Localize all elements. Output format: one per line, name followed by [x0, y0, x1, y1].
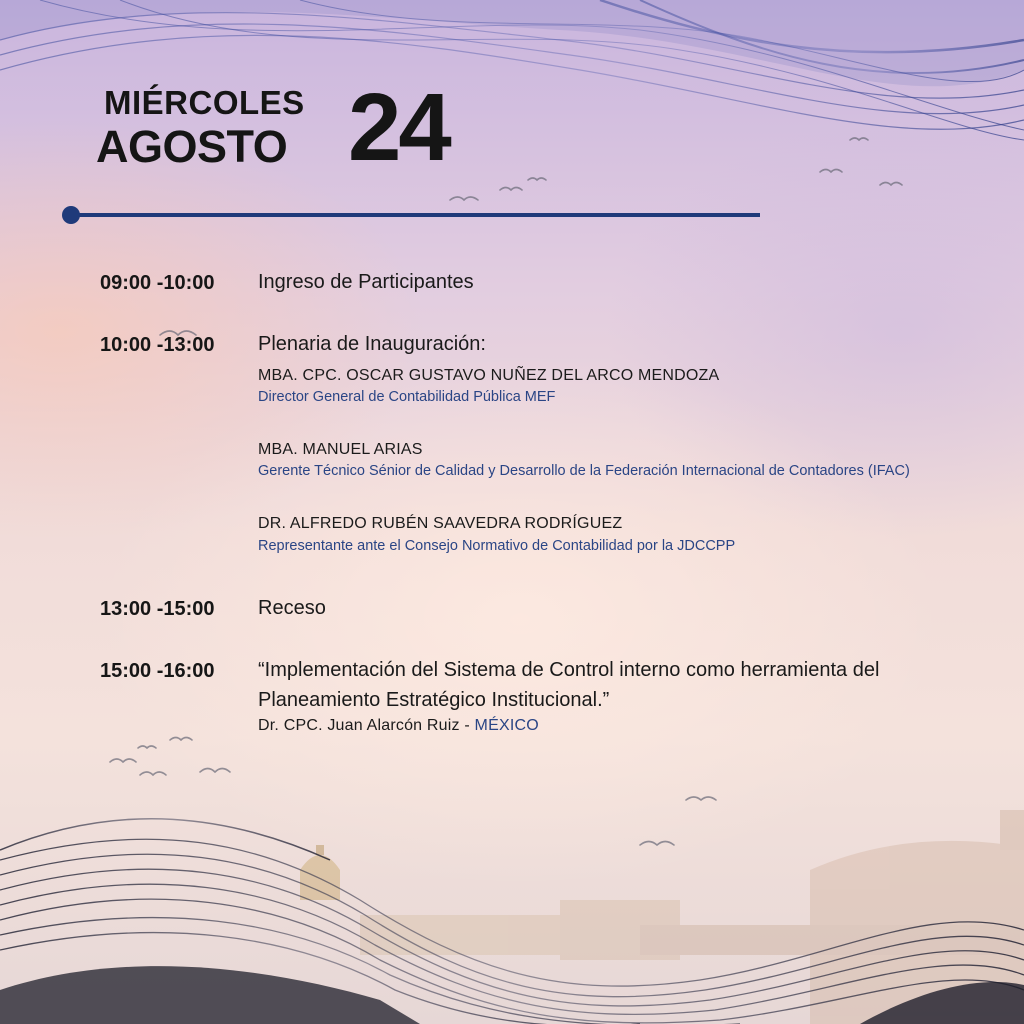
speaker-role: Gerente Técnico Sénior de Calidad y Desarrollo de la Federación Internacional de Contadores (IFAC): [258, 463, 910, 479]
speaker-role: Representante ante el Consejo Normativo de Contabilidad por la JDCCPP: [258, 538, 736, 554]
speaker-line: [258, 717, 539, 735]
day-number: 24: [348, 74, 449, 181]
speaker-name: MBA. CPC. OSCAR GUSTAVO NUÑEZ DEL ARCO MENDOZA: [258, 367, 720, 384]
speaker-name: Dr. CPC. Juan Alarcón Ruiz -: [258, 717, 475, 734]
agenda-title: Receso: [258, 597, 326, 619]
agenda-title-line-2: Planeamiento Estratégico Institucional.”: [258, 689, 610, 711]
birds-decoration: [110, 138, 902, 845]
agenda-title-line-1: “Implementación del Sistema de Control interno como herramienta del: [258, 659, 880, 681]
agenda-time: 15:00 -16:00: [100, 660, 215, 682]
weekday-label: MIÉRCOLES: [104, 84, 305, 121]
speaker-role: Director General de Contabilidad Pública MEF: [258, 389, 556, 405]
month-label: AGOSTO: [96, 121, 288, 172]
speaker-name: DR. ALFREDO RUBÉN SAAVEDRA RODRÍGUEZ: [258, 515, 623, 532]
agenda-time: 09:00 -10:00: [100, 272, 215, 294]
speaker-country: MÉXICO: [474, 717, 539, 734]
agenda-title: Ingreso de Participantes: [258, 271, 474, 293]
agenda-title: Plenaria de Inauguración:: [258, 333, 486, 355]
header-divider: [62, 206, 760, 224]
speaker-name: MBA. MANUEL ARIAS: [258, 441, 423, 458]
agenda-time: 10:00 -13:00: [100, 334, 215, 356]
agenda-time: 13:00 -15:00: [100, 598, 215, 620]
